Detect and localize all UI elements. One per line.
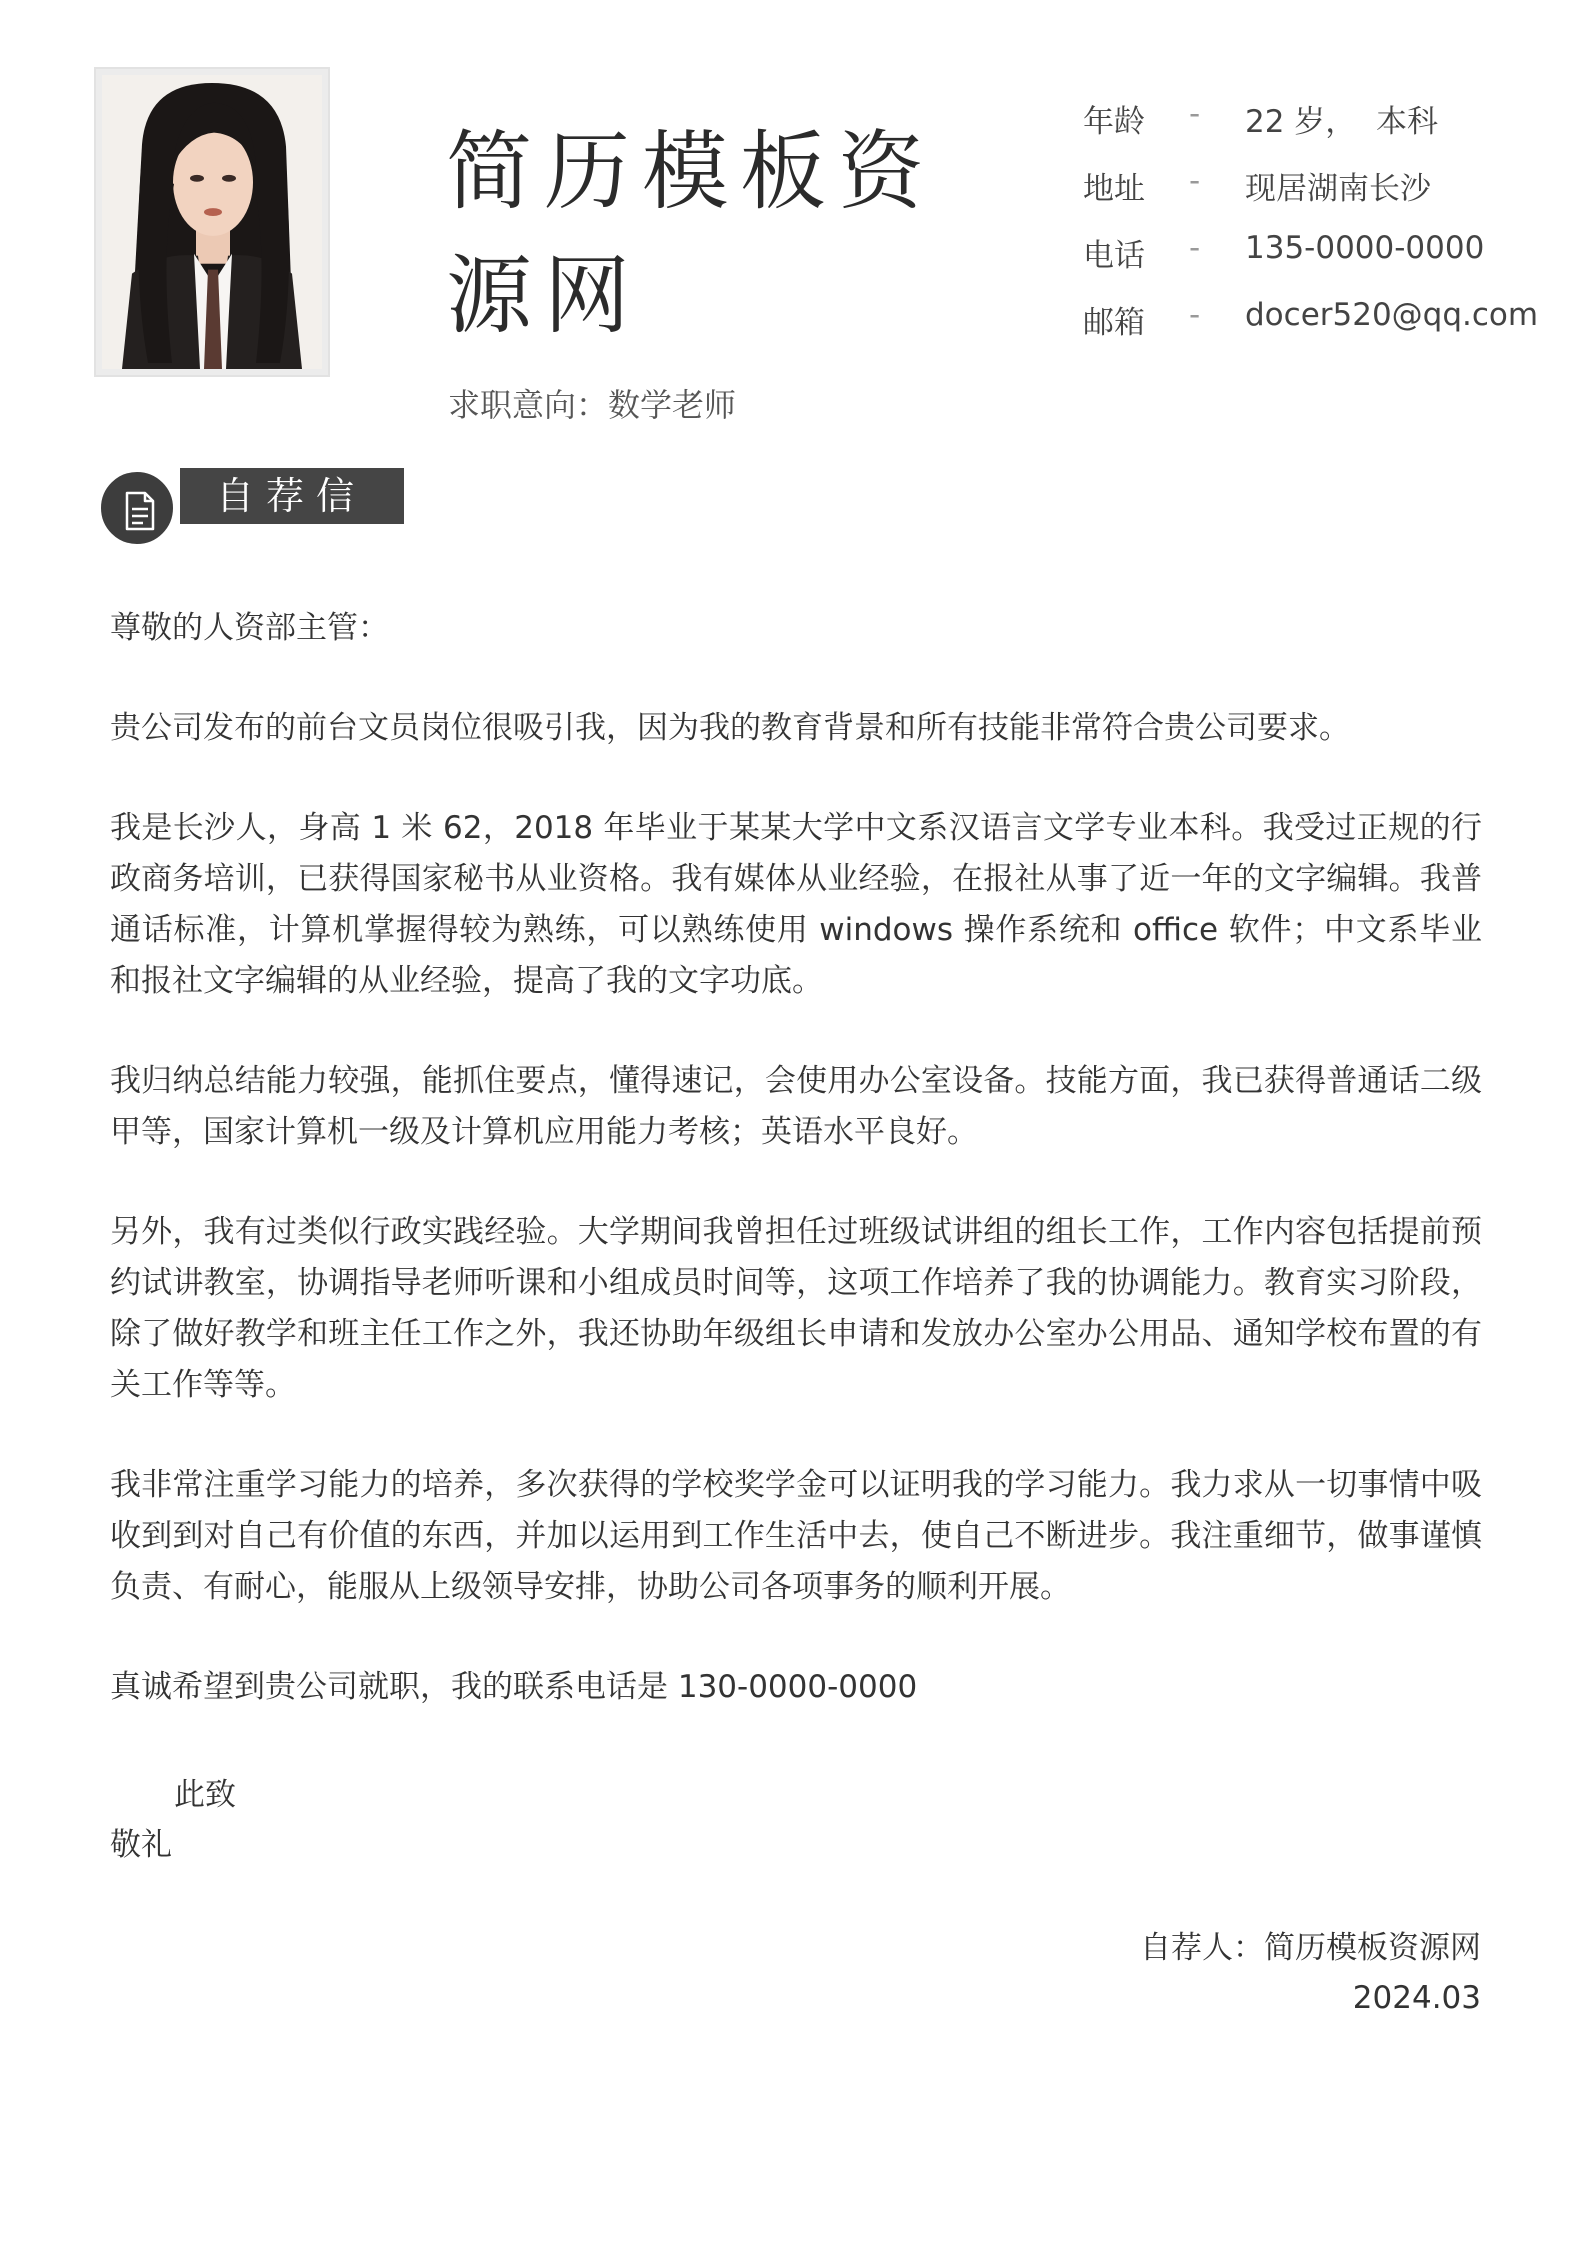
letter-signature	[1140, 1923, 1481, 2023]
section-title: 自荐信	[216, 474, 367, 518]
info-label: 电话	[1083, 238, 1145, 274]
info-label: 地址	[1083, 171, 1145, 207]
job-intention-label: 求职意向：	[448, 386, 609, 424]
letter-paragraph: 我是长沙人，身高 1 米 62，2018 年毕业于某某大学中文系汉语言文学专业本科。我受过正规的行政商务培训，已获得国家秘书从业资格。我有媒体从业经验，在报社从事了近一年的文字编辑。我普通话标准，计算机掌握得较为熟练，可以熟练使用 windows 操作系统和 office 软件；中文系毕业和报社文字编辑的从业经验，提高了我的文字功底。	[110, 810, 1482, 999]
section-icon-badge	[97, 468, 177, 548]
info-value: 135-0000-0000	[1245, 230, 1485, 266]
job-intention-value: 数学老师	[608, 386, 737, 424]
letter-paragraph: 另外，我有过类似行政实践经验。大学期间我曾担任过班级试讲组的组长工作，工作内容包括提前预约试讲教室，协调指导老师听课和小组成员时间等，这项工作培养了我的协调能力。教育实习阶段，除了做好教学和班主任工作之外，我还协助年级组长申请和发放办公室办公用品、通知学校布置的有关工作等等。	[110, 1214, 1482, 1403]
letter-closing	[110, 1770, 236, 1870]
letter-salutation: 尊敬的人资部主管：	[110, 610, 389, 646]
closing-line-2: 敬礼	[110, 1827, 172, 1863]
signer-name: 自荐人：简历模板资源网	[1140, 1930, 1481, 1966]
applicant-name: 简历模板资源网	[446, 122, 936, 346]
profile-photo	[94, 67, 330, 377]
info-separator: -	[1189, 163, 1201, 199]
letter-date: 2024.03	[1352, 1980, 1481, 2016]
letter-paragraph: 真诚希望到贵公司就职，我的联系电话是 130-0000-0000	[110, 1669, 918, 1705]
letter-paragraph: 贵公司发布的前台文员岗位很吸引我，因为我的教育背景和所有技能非常符合贵公司要求。	[110, 710, 1350, 746]
letter-paragraph: 我归纳总结能力较强，能抓住要点，懂得速记，会使用办公室设备。技能方面，我已获得普通话二级甲等，国家计算机一级及计算机应用能力考核；英语水平良好。	[110, 1063, 1482, 1150]
closing-line-1: 此致	[174, 1777, 236, 1813]
info-separator: -	[1189, 297, 1201, 333]
info-separator: -	[1189, 96, 1201, 132]
cover-letter-body	[110, 603, 1482, 1762]
info-value: docer520@qq.com	[1245, 297, 1539, 333]
letter-paragraph: 我非常注重学习能力的培养，多次获得的学校奖学金可以证明我的学习能力。我力求从一切事情中吸收到到对自己有价值的东西，并加以运用到工作生活中去，使自己不断进步。我注重细节，做事谨慎负责、有耐心，能服从上级领导安排，协助公司各项事务的顺利开展。	[110, 1467, 1482, 1605]
info-value: 22 岁， 本科	[1245, 104, 1439, 140]
document-icon	[121, 489, 161, 533]
info-label: 邮箱	[1083, 305, 1145, 341]
job-intention	[448, 380, 736, 426]
info-value: 现居湖南长沙	[1245, 171, 1431, 207]
info-separator: -	[1189, 230, 1201, 266]
portrait-image	[102, 75, 322, 369]
info-label: 年龄	[1083, 104, 1145, 140]
